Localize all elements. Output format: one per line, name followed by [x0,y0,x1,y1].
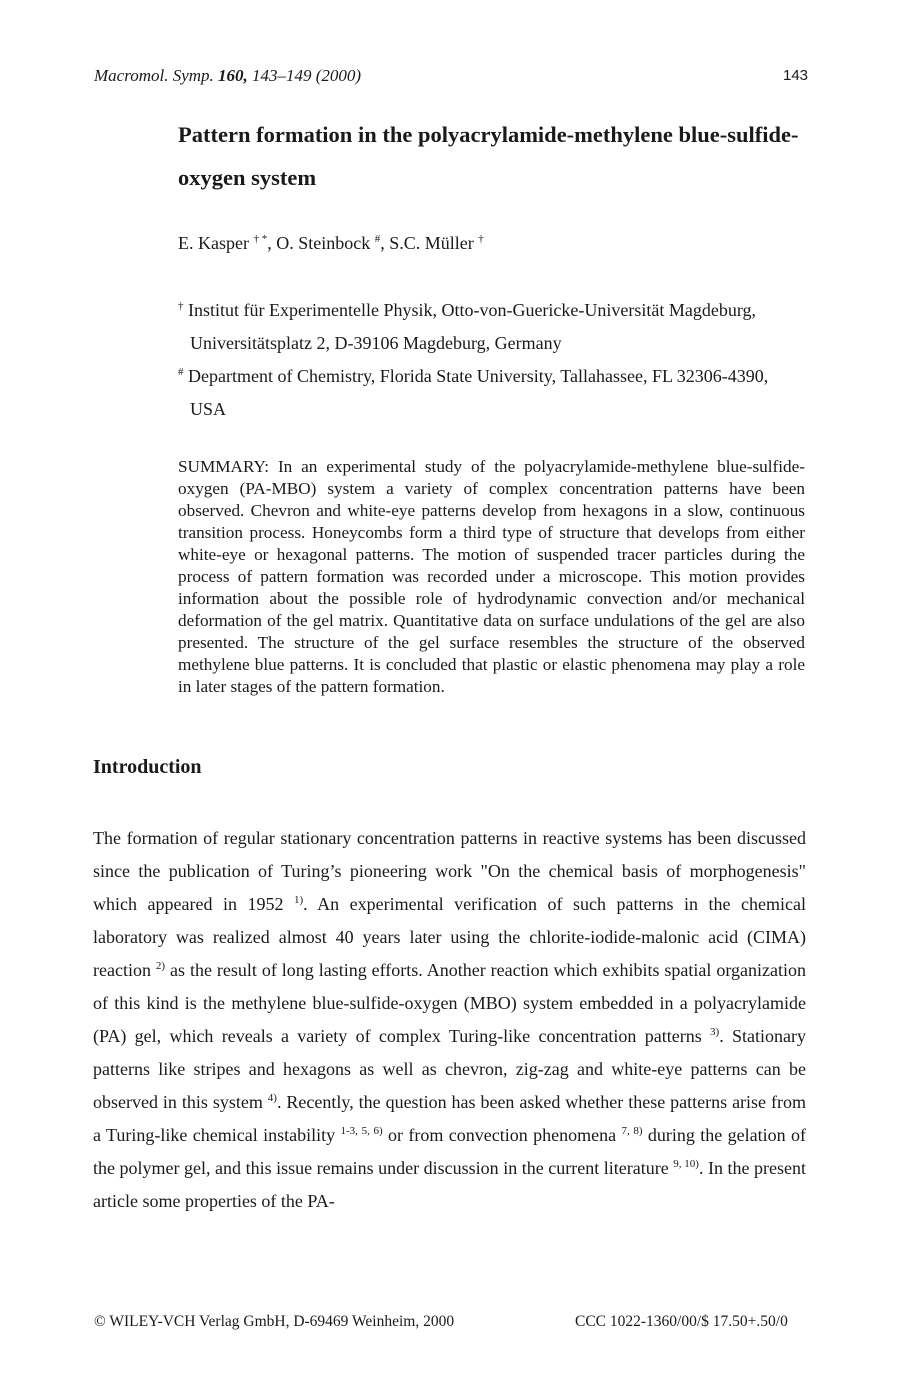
citation-ref: 2) [155,960,166,972]
citation-ref: 9, 10) [673,1158,699,1170]
author-kasper: E. Kasper [178,233,254,253]
affiliation-line [178,294,838,327]
journal-name: Macromol. Symp. [94,66,219,85]
body-text-segment: . In the present article some properties of the PA- [93,1158,806,1211]
body-text-segment: . Stationary patterns like stripes and hexagons as well as chevron, zig-zag and white-eye patterns can be observed in this system [93,1026,806,1112]
citation-ref: 1) [293,894,304,906]
body-text-segment: or from convection phenomena [382,1125,622,1145]
author-steinbock: , O. Steinbock [267,233,375,253]
citation-ref: 4) [267,1092,277,1104]
journal-volume: 160, [218,66,248,85]
affiliation-text: Department of Chemistry, Florida State University, Tallahassee, FL 32306-4390, [188,366,769,386]
affiliation-text-cont: USA [190,399,227,419]
body-text-segment: as the result of long lasting efforts. Another reaction which exhibits spatial organization of this kind is the methylene blue-sulfide-oxygen (MBO) system embedded in a polyacrylamide (PA) gel, which reveals a variety of complex Turing-like concentration patterns [93,960,806,1046]
affiliation-mark: # [178,366,184,378]
citation-ref: 1-3, 5, 6) [340,1125,383,1137]
abstract-summary: SUMMARY: In an experimental study of the polyacrylamide-methylene blue-sulfide-oxygen (PA-MBO) system a variety of complex concentration patterns have been observed. Chevron and white-eye patterns develop from hexagons in a slow, continuous transition process. Honeycombs form a third type of structure that develops from either white-eye or hexagonal patterns. The motion of suspended tracer particles during the process of pattern formation was recorded under a microscope. This motion provides information about the possible role of hydrodynamic convection and/or mechanical deformation of the gel matrix. Quantitative data on surface undulations of the gel are also presented. The structure of the gel surface resembles the structure of the observed methylene blue patterns. It is concluded that plastic or elastic phenomena may play a role in later stages of the pattern formation. [178,457,805,696]
citation-ref: 7, 8) [621,1125,643,1137]
body-text-segment: during the gelation of the polymer gel, and this issue remains under discussion in the current literature [93,1125,806,1178]
citation-ref: 3) [710,1026,720,1038]
journal-citation [94,66,361,86]
affiliation-line [178,360,838,393]
affiliation-mark: † [178,300,184,312]
author-mueller: , S.C. Müller [380,233,479,253]
author-kasper-marks: † * [253,233,268,245]
introduction-paragraph [93,822,806,1218]
body-text-segment: . An experimental verification of such patterns in the chemical laboratory was realized almost 40 years later using the chlorite-iodide-malonic acid (CIMA) reaction [93,894,806,980]
author-steinbock-marks: # [374,233,381,245]
affiliation-text: Institut für Experimentelle Physik, Otto-von-Guericke-Universität Magdeburg, [188,300,757,320]
affiliation-magdeburg [178,294,838,360]
body-text-segment: The formation of regular stationary concentration patterns in reactive systems has been discussed since the publication of Turing’s pioneering work "On the chemical basis of morphogenesis" which appeared in 1952 [93,828,806,914]
footer-ccc-code: CCC 1022-1360/00/$ 17.50+.50/0 [575,1313,788,1330]
body-text-segment: . Recently, the question has been asked whether these patterns arise from a Turing-like chemical instability [93,1092,806,1145]
journal-pages-year: 143–149 (2000) [247,66,362,85]
affiliation-text-cont: Universitätsplatz 2, D-39106 Magdeburg, Germany [190,333,562,353]
footer-copyright: © WILEY-VCH Verlag GmbH, D-69469 Weinheim, 2000 [94,1313,455,1330]
section-heading-introduction: Introduction [93,756,202,778]
page-number: 143 [783,67,809,84]
paper-title: Pattern formation in the polyacrylamide-methylene blue-sulfide-oxygen system [178,122,799,190]
affiliation-fsu [178,360,838,426]
author-mueller-marks: † [478,233,484,245]
author-list [178,233,484,254]
